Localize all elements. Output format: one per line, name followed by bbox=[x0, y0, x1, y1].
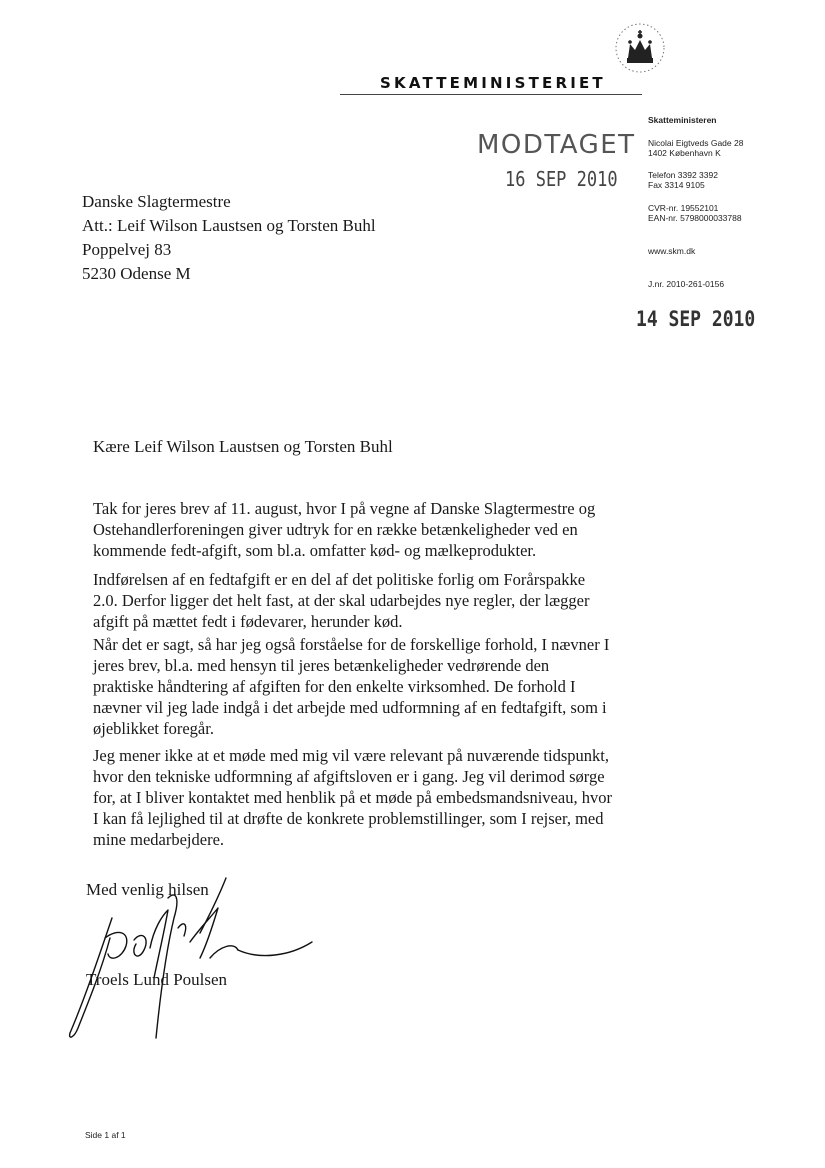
sender-ids bbox=[648, 203, 742, 223]
sender-fax: Fax 3314 9105 bbox=[648, 180, 705, 190]
paragraph-line: I kan få lejlighed til at drøfte de konkrete problemstillinger, som I rejser, med bbox=[93, 809, 604, 828]
paragraph-line: for, at I bliver kontaktet med henblik på et møde på embedsmandsniveau, hvor bbox=[93, 788, 612, 807]
body-paragraph-4 bbox=[93, 745, 613, 850]
paragraph-line: praktiske håndtering af afgiften for den enkelte virksomhed. De forhold I bbox=[93, 677, 576, 696]
salutation: Kære Leif Wilson Laustsen og Torsten Buhl bbox=[93, 437, 393, 456]
sender-address-line-2: 1402 København K bbox=[648, 148, 721, 158]
paragraph-line: 2.0. Derfor ligger det helt fast, at der skal udarbejdes nye regler, der lægger bbox=[93, 591, 590, 610]
paragraph-line: Ostehandlerforeningen giver udtryk for en række betænkeligheder ved en bbox=[93, 520, 578, 539]
sender-website: www.skm.dk bbox=[648, 246, 696, 256]
sender-address-line-1: Nicolai Eigtveds Gade 28 bbox=[648, 138, 744, 148]
paragraph-line: Indførelsen af en fedtafgift er en del af det politiske forlig om Forårspakke bbox=[93, 570, 586, 589]
paragraph-line: kommende fedt-afgift, som bl.a. omfatter kød- og mælkeprodukter. bbox=[93, 541, 537, 560]
sender-title: Skatteministeren bbox=[648, 115, 717, 125]
paragraph-line: mine medarbejdere. bbox=[93, 830, 225, 849]
received-stamp: MODTAGET bbox=[477, 130, 636, 160]
recipient-line-2: Att.: Leif Wilson Laustsen og Torsten Buhl bbox=[82, 216, 376, 235]
closing: Med venlig hilsen bbox=[86, 880, 209, 899]
paragraph-line: jeres brev, bl.a. med hensyn til jeres betænkeligheder vedrørende den bbox=[93, 656, 550, 675]
paragraph-line: nævner vil jeg lade indgå i det arbejde med udformning af en fedtafgift, som i bbox=[93, 698, 607, 717]
body-paragraph-2 bbox=[93, 569, 613, 632]
ministry-name: SKATTEMINISTERIET bbox=[380, 74, 606, 92]
recipient-line-1: Danske Slagtermestre bbox=[82, 192, 231, 211]
recipient-line-4: 5230 Odense M bbox=[82, 264, 191, 283]
recipient-line-3: Poppelvej 83 bbox=[82, 240, 172, 259]
sender-address bbox=[648, 138, 743, 158]
sender-contact bbox=[648, 170, 718, 190]
paragraph-line: afgift på mættet fedt i fødevarer, herunder kød. bbox=[93, 612, 403, 631]
body-paragraph-1 bbox=[93, 498, 613, 561]
paragraph-line: øjeblikket foregår. bbox=[93, 719, 214, 738]
paragraph-line: hvor den tekniske udformning af afgiftsloven er i gang. Jeg vil derimod sørge bbox=[93, 767, 605, 786]
royal-crown-crest-icon bbox=[612, 18, 668, 76]
handwritten-signature bbox=[50, 858, 330, 1048]
sender-ean: EAN-nr. 5798000033788 bbox=[648, 213, 742, 223]
sender-phone: Telefon 3392 3392 bbox=[648, 170, 718, 180]
received-stamp-date: 16 SEP 2010 bbox=[505, 168, 618, 192]
page-number: Side 1 af 1 bbox=[85, 1130, 126, 1140]
paragraph-line: Når det er sagt, så har jeg også forståelse for de forskellige forhold, I nævner I bbox=[93, 635, 610, 654]
sender-cvr: CVR-nr. 19552101 bbox=[648, 203, 719, 213]
header-rule bbox=[340, 94, 642, 95]
signer-name: Troels Lund Poulsen bbox=[86, 970, 228, 989]
sent-date-stamp: 14 SEP 2010 bbox=[636, 307, 756, 333]
body-paragraph-3 bbox=[93, 634, 613, 739]
paragraph-line: Jeg mener ikke at et møde med mig vil være relevant på nuværende tidspunkt, bbox=[93, 746, 609, 765]
journal-number: J.nr. 2010-261-0156 bbox=[648, 279, 725, 289]
paragraph-line: Tak for jeres brev af 11. august, hvor I på vegne af Danske Slagtermestre og bbox=[93, 499, 596, 518]
